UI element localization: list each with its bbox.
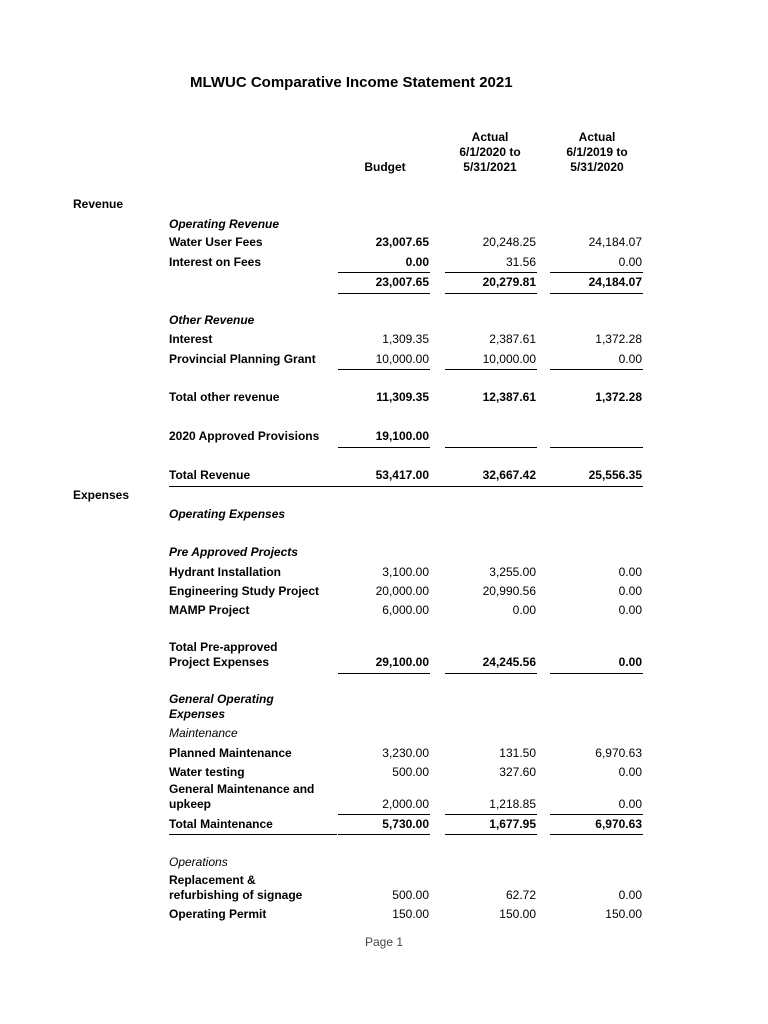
underline	[445, 447, 537, 448]
pre-approved-total-actual-2020: 0.00	[618, 655, 642, 669]
pre-approved-heading: Pre Approved Projects	[169, 545, 298, 559]
general-operating-heading-1: General Operating	[169, 692, 274, 706]
budget-value: 500.00	[392, 888, 429, 902]
row-label: Interest on Fees	[169, 255, 262, 269]
actual-2020-value: 0.00	[618, 797, 642, 811]
total-revenue-label: Total Revenue	[169, 468, 251, 482]
pre-approved-total-label-2: Project Expenses	[169, 655, 270, 669]
total-actual-2020: 1,372.28	[595, 390, 642, 404]
actual-2021-value: 20,990.56	[482, 584, 536, 598]
actual-2020-value: 6,970.63	[595, 746, 642, 760]
operating-expenses-heading: Operating Expenses	[169, 507, 286, 521]
actual-2021-value: 2,387.61	[489, 332, 536, 346]
total-revenue-actual-2021: 32,667.42	[482, 468, 536, 482]
pre-approved-total-budget: 29,100.00	[375, 655, 429, 669]
total-maintenance-actual-2021: 1,677.95	[489, 817, 536, 831]
other-revenue-heading: Other Revenue	[169, 313, 255, 327]
column-header-actual-2020: Actual 6/1/2019 to 5/31/2020	[566, 130, 628, 174]
actual-2021-value: 62.72	[505, 888, 536, 902]
actual-2020-value: 0.00	[618, 888, 642, 902]
row-label: Planned Maintenance	[169, 746, 292, 760]
actual-2020-value: 150.00	[605, 907, 642, 921]
actual-2021-value: 3,255.00	[489, 565, 536, 579]
actual-2020-value: 1,372.28	[595, 332, 642, 346]
underline	[445, 834, 537, 835]
underline	[550, 293, 643, 294]
actual-2020-value: 0.00	[618, 352, 642, 366]
row-label: Engineering Study Project	[169, 584, 320, 598]
actual-2020-value: 0.00	[618, 603, 642, 617]
underline	[169, 834, 337, 835]
budget-value: 6,000.00	[382, 603, 429, 617]
underline	[338, 814, 430, 815]
total-revenue-actual-2020: 25,556.35	[588, 468, 642, 482]
underline	[445, 272, 537, 273]
row-label: Water testing	[169, 765, 245, 779]
subtotal-actual-2020: 24,184.07	[588, 275, 642, 289]
underline	[338, 673, 430, 674]
total-budget: 11,309.35	[376, 390, 429, 404]
row-label-1: General Maintenance and	[169, 782, 315, 796]
row-label: MAMP Project	[169, 603, 250, 617]
column-header-actual-2021: Actual 6/1/2020 to 5/31/2021	[459, 130, 521, 174]
underline	[338, 272, 430, 273]
actual-2020-value: 0.00	[618, 565, 642, 579]
budget-value: 3,100.00	[382, 565, 429, 579]
underline	[445, 293, 537, 294]
operating-revenue-heading: Operating Revenue	[169, 217, 280, 231]
underline	[445, 673, 537, 674]
budget-value: 23,007.65	[375, 235, 429, 249]
page-number: Page 1	[364, 935, 404, 949]
row-label: Water User Fees	[169, 235, 263, 249]
total-revenue-rule	[169, 486, 643, 487]
page-title: MLWUC Comparative Income Statement 2021	[190, 74, 513, 91]
budget-value: 10,000.00	[375, 352, 429, 366]
row-label-2: refurbishing of signage	[169, 888, 303, 902]
column-header-budget: Budget	[364, 160, 406, 174]
budget-value: 500.00	[392, 765, 429, 779]
total-other-revenue-label: Total other revenue	[169, 390, 280, 404]
budget-value: 3,230.00	[382, 746, 429, 760]
row-label: Provincial Planning Grant	[169, 352, 316, 366]
section-expenses: Expenses	[73, 488, 130, 502]
total-actual-2021: 12,387.61	[482, 390, 536, 404]
actual-2021-value: 10,000.00	[482, 352, 536, 366]
subtotal-budget: 23,007.65	[375, 275, 429, 289]
actual-2020-value: 0.00	[618, 765, 642, 779]
row-label: Interest	[169, 332, 213, 346]
actual-2021-value: 1,218.85	[489, 797, 536, 811]
provisions-budget: 19,100.00	[375, 429, 429, 443]
underline	[338, 293, 430, 294]
operations-heading: Operations	[169, 855, 228, 869]
row-label: Hydrant Installation	[169, 565, 282, 579]
underline	[550, 814, 643, 815]
underline	[445, 814, 537, 815]
actual-2020-value: 24,184.07	[588, 235, 642, 249]
pre-approved-total-label-1: Total Pre-approved	[169, 640, 278, 654]
actual-2021-value: 327.60	[499, 765, 536, 779]
row-label: Operating Permit	[169, 907, 267, 921]
underline	[338, 369, 430, 370]
section-revenue: Revenue	[73, 197, 124, 211]
budget-value: 150.00	[392, 907, 429, 921]
underline	[338, 447, 430, 448]
actual-2021-value: 0.00	[512, 603, 536, 617]
budget-value: 2,000.00	[382, 797, 429, 811]
underline	[445, 369, 537, 370]
total-maintenance-actual-2020: 6,970.63	[595, 817, 642, 831]
general-operating-heading-2: Expenses	[169, 707, 226, 721]
actual-2021-value: 150.00	[499, 907, 536, 921]
row-label-2: upkeep	[169, 797, 212, 811]
underline	[550, 272, 643, 273]
actual-2021-value: 20,248.25	[482, 235, 536, 249]
budget-value: 0.00	[405, 255, 429, 269]
total-revenue-budget: 53,417.00	[375, 468, 429, 482]
subtotal-actual-2021: 20,279.81	[482, 275, 536, 289]
underline	[550, 673, 643, 674]
actual-2020-value: 0.00	[618, 584, 642, 598]
row-label-1: Replacement &	[169, 873, 256, 887]
total-maintenance-label: Total Maintenance	[169, 817, 273, 831]
maintenance-heading: Maintenance	[169, 726, 238, 740]
pre-approved-total-actual-2021: 24,245.56	[482, 655, 536, 669]
underline	[550, 834, 643, 835]
underline	[550, 369, 643, 370]
underline	[550, 447, 643, 448]
budget-value: 20,000.00	[375, 584, 429, 598]
provisions-label: 2020 Approved Provisions	[169, 429, 320, 443]
actual-2021-value: 31.56	[505, 255, 536, 269]
actual-2020-value: 0.00	[618, 255, 642, 269]
underline	[338, 834, 430, 835]
actual-2021-value: 131.50	[499, 746, 536, 760]
budget-value: 1,309.35	[382, 332, 429, 346]
total-maintenance-budget: 5,730.00	[382, 817, 429, 831]
